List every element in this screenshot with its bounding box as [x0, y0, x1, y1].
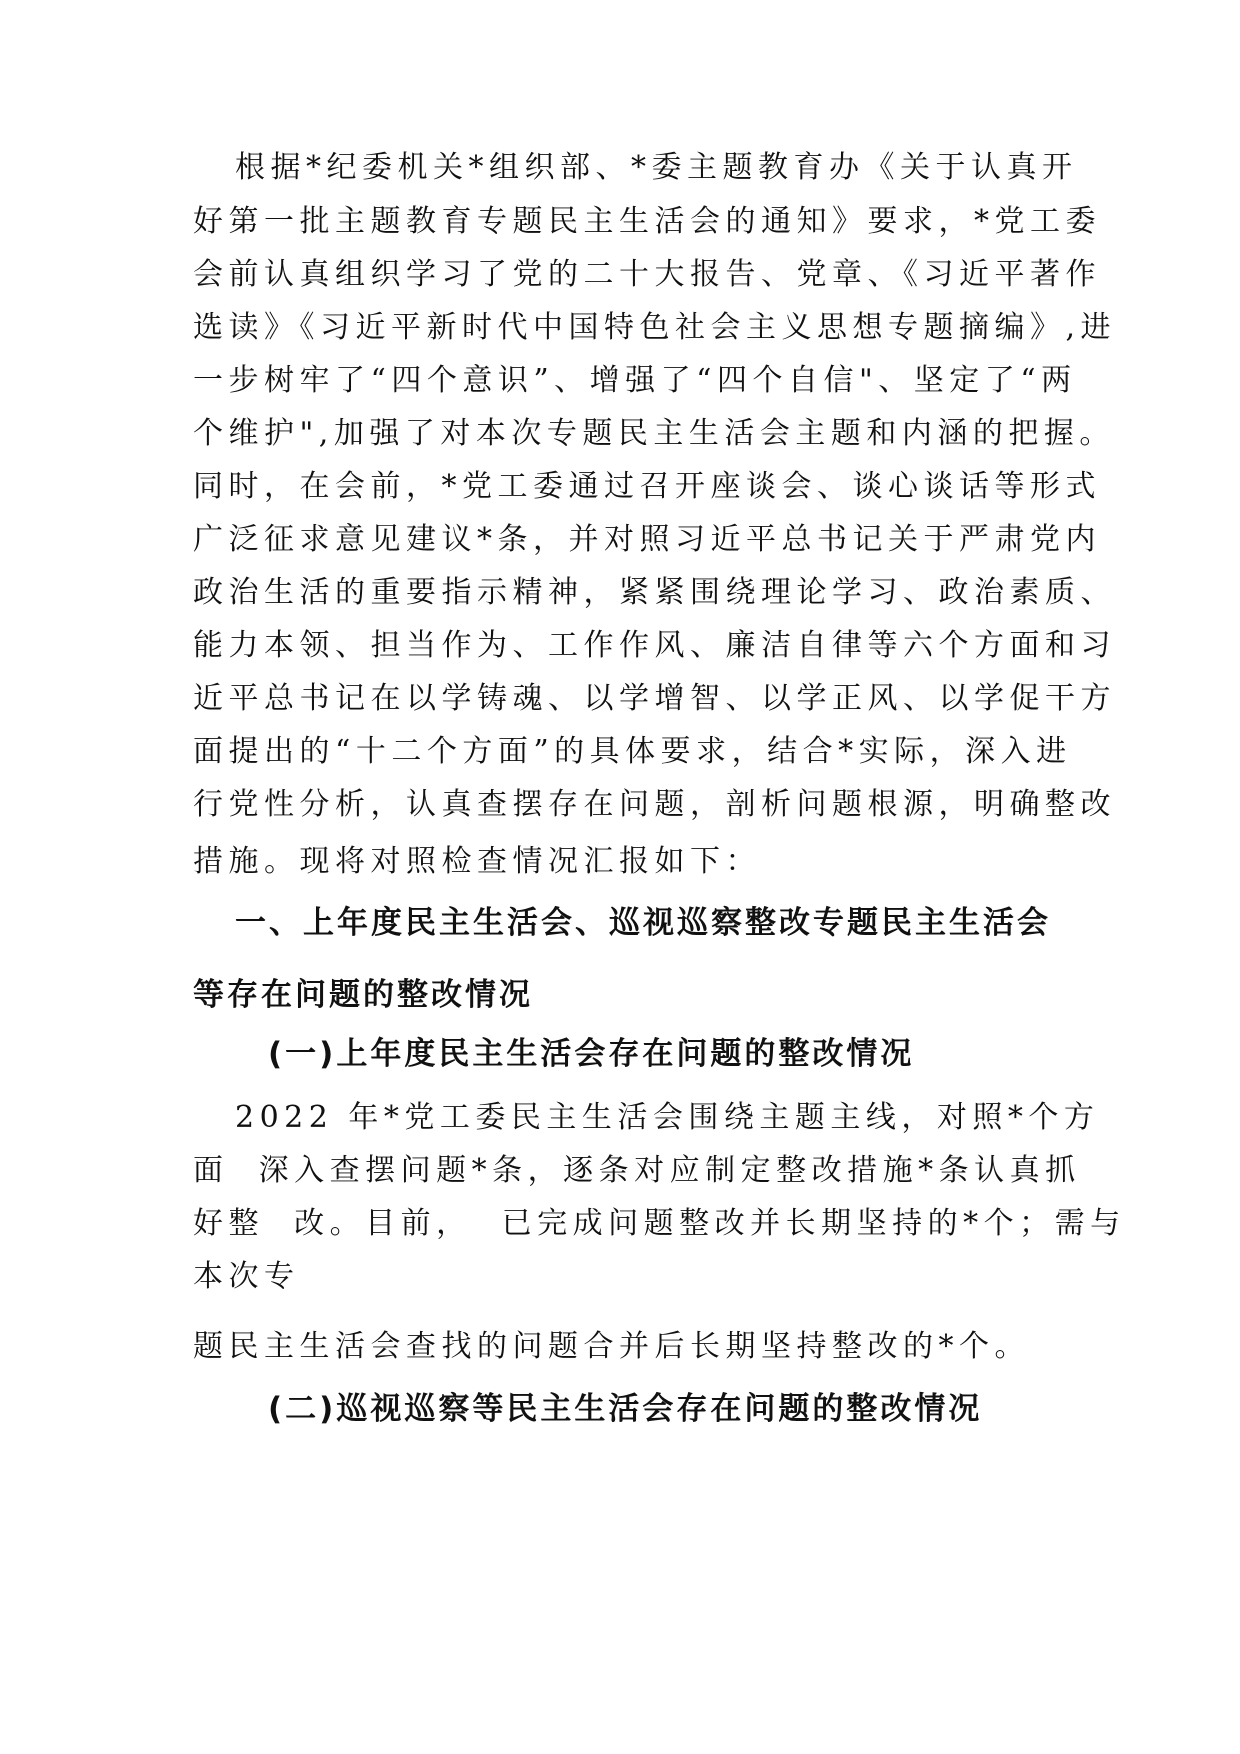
subsection-heading: (一)上年度民主生活会存在问题的整改情况 [268, 1036, 915, 1072]
body-text-line: 行党性分析，认真查摆存在问题，剖析问题根源，明确整改 [193, 787, 1116, 822]
body-text-line: 好整 改。目前， 已完成问题整改并长期坚持的*个；需与 [193, 1206, 1126, 1241]
body-text-line: 广泛征求意见建议*条，并对照习近平总书记关于严肃党内 [193, 522, 1101, 557]
body-text-line: 好第一批主题教育专题民主生活会的通知》要求，*党工委 [193, 204, 1101, 239]
subsection-heading: (二)巡视巡察等民主生活会存在问题的整改情况 [268, 1391, 983, 1427]
body-text-line: 2022 年*党工委民主生活会围绕主题主线，对照*个方 [235, 1100, 1100, 1135]
body-text-line: 近平总书记在以学铸魂、以学增智、以学正风、以学促干方 [193, 681, 1116, 716]
section-heading: 一、上年度民主生活会、巡视巡察整改专题民主生活会 [235, 905, 1051, 941]
body-text-line: 能力本领、担当作为、工作作风、廉洁自律等六个方面和习 [193, 628, 1116, 663]
body-text-line: 会前认真组织学习了党的二十大报告、党章、《习近平著作 [193, 257, 1101, 292]
body-text-line: 本次专 [193, 1259, 300, 1294]
body-text-line: 个维护",加强了对本次专题民主生活会主题和内涵的把握。 [193, 416, 1115, 451]
body-text-line: 一步树牢了“四个意识”、增强了“四个自信"、坚定了“两 [193, 363, 1077, 398]
body-text-line: 政治生活的重要指示精神，紧紧围绕理论学习、政治素质、 [193, 575, 1116, 610]
section-heading: 等存在问题的整改情况 [193, 977, 533, 1013]
body-text-line: 面 深入查摆问题*条，逐条对应制定整改措施*条认真抓 [193, 1153, 1081, 1188]
body-text-line: 题民主生活会查找的问题合并后长期坚持整改的*个。 [193, 1329, 1030, 1364]
body-text-line: 面提出的“十二个方面”的具体要求，结合*实际，深入进 [193, 734, 1072, 769]
body-text-line: 选读》《习近平新时代中国特色社会主义思想专题摘编》,进 [193, 310, 1117, 345]
body-text-line: 同时，在会前，*党工委通过召开座谈会、谈心谈话等形式 [193, 469, 1101, 504]
body-text-line: 措施。现将对照检查情况汇报如下： [193, 844, 761, 879]
body-text-line: 根据*纪委机关*组织部、*委主题教育办《关于认真开 [235, 150, 1078, 185]
